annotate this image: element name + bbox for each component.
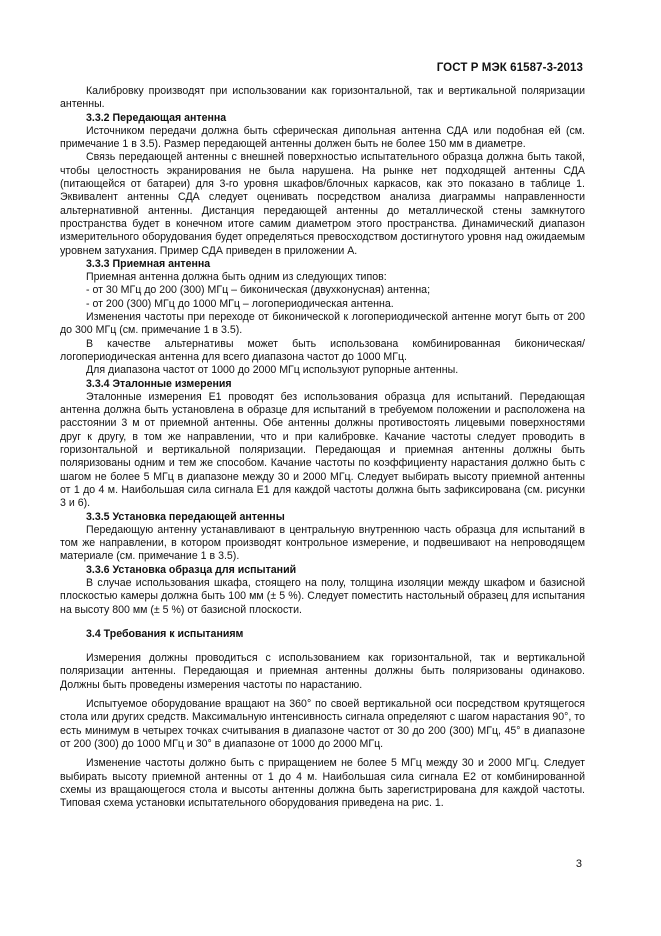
document-body [60,85,585,810]
heading-3-3-3: 3.3.3 Приемная антенна [86,257,211,270]
paragraph-transmit-install: Передающую антенну устанавливают в центральную внутреннюю часть образца для испытаний в том же направлении, в котором производят контрольное измерение, и подвешивают на непроводящем материале (см. примечание 1 в 3.5). [60,523,585,563]
heading-3-3-4: 3.3.4 Эталонные измерения [86,377,232,390]
heading-3-4: 3.4 Требования к испытаниям [86,627,244,640]
paragraph-sample-install: В случае использования шкафа, стоящего на полу, толщина изоляции между шкафом и базисной плоскостью камеры должна быть 100 мм (± 5 %). Следует поместить настольный образец для испытания на высоту 800 мм (± 5 %) от базисной плоскости. [60,576,585,616]
heading-3-3-2: 3.3.2 Передающая антенна [86,111,227,124]
heading-3-3-6: 3.3.6 Установка образца для испытаний [86,563,297,576]
document-code: ГОСТ Р МЭК 61587-3-2013 [436,62,583,74]
paragraph-alternative: В качестве альтернативы может быть использована комбинированная биконическая/логопериодическая антенна для всего диапазона частот до 1000 МГц. [60,337,585,363]
paragraph-coupling: Связь передающей антенны с внешней поверхностью испытательного образца должна быть такой, чтобы целостность экранирования не была нарушена. На рынке нет подходящей антенны СДА (питающейся от батареи) для 3-го уровня шкафов/блочных каркасов, как это показано в таблице 1. Эквивалент антенны СДА следует оценивать посредством анализа диаграммы направленности альтернативной антенны. Дистанция передающей антенны до металлической стены замкнутого пространства будет в конечном итоге самим диаметром этого пространства. Динамический диапазон измерительного оборудования будет определяться превосходством достигнутого уровня над ожидаемым уровнем затухания. Пример СДА приведен в приложении А. [60,151,585,257]
paragraph-horn: Для диапазона частот от 1000 до 2000 МГц используют рупорные антенны. [86,364,459,377]
list-item-biconical: - от 30 МГц до 200 (300) МГц – биконическая (двухконусная) антенна; [86,284,431,297]
paragraph-receive-types: Приемная антенна должна быть одним из следующих типов: [86,271,387,284]
paragraph-reference: Эталонные измерения E1 проводят без использования образца для испытаний. Передающая антенна должна быть установлена в образце для испытаний в требуемом положении и расположена на расстоянии 3 м от приемной антенны. Обе антенны должны противостоять лицевыми поверхностями друг к другу, в том же направлении, что и при калибровке. Качание частоты следует проводить в горизонтальной и вертикальной поляризации. Передающая и приемная антенны должны быть поляризованы одним и тем же способом. Качание частоты по коэффициенту нарастания должно быть с шагом не более 5 МГц в диапазоне между 30 и 2000 МГц. Следует выбирать высоту приемной антенны от 1 до 4 м. Наибольшая сила сигнала E1 для каждой частоты должна быть зафиксирована (см. рисунки 3 и 6). [60,390,585,510]
paragraph-rotation: Испытуемое оборудование вращают на 360° по своей вертикальной оси посредством крутящегося стола или других средств. Максимальную интенсивность сигнала определяют с шагом нарастания 90°, то есть минимум в четырех точках считывания в диапазоне частот от 30 до 200 (300) МГц, 45° в диапазоне от 200 (300) до 1000 МГц и 30° в диапазоне от 1000 до 2000 МГц. [60,698,585,750]
paragraph-calibration: Калибровку производят при использовании как горизонтальной, так и вертикальной поляризации антенны. [60,85,585,111]
paragraph-frequency-step: Изменение частоты должно быть с приращением не более 5 МГц между 30 и 2000 МГц. Следует выбирать высоту приемной антенны от 1 до 4 м. Наибольшая сила сигнала E2 от комбинированной схемы из вращающегося стола и высоты антенны должна быть зарегистрирована для каждой частоты. Типовая схема установки испытательного оборудования приведена на рис. 1. [60,757,585,810]
list-item-logperiodic: - от 200 (300) МГц до 1000 МГц – логопериодическая антенна. [86,297,394,310]
paragraph-measurements: Измерения должны проводиться с использованием как горизонтальной, так и вертикальной поляризации антенны. Передающая и приемная антенны должны быть поляризованы одинаково. Должны быть проведены измерения частоты по нарастанию. [60,652,585,691]
heading-3-3-5: 3.3.5 Установка передающей антенны [86,510,285,523]
paragraph-transition: Изменения частоты при переходе от биконической к логопериодической антенне могут быть от 200 до 300 МГц (см. примечание 1 в 3.5). [60,311,585,337]
page-number: 3 [575,858,582,870]
paragraph-source: Источником передачи должна быть сферическая дипольная антенна СДА или подобная ей (см. примечание 1 в 3.5). Размер передающей антенны должен быть не более 150 мм в диаметре. [60,124,585,151]
